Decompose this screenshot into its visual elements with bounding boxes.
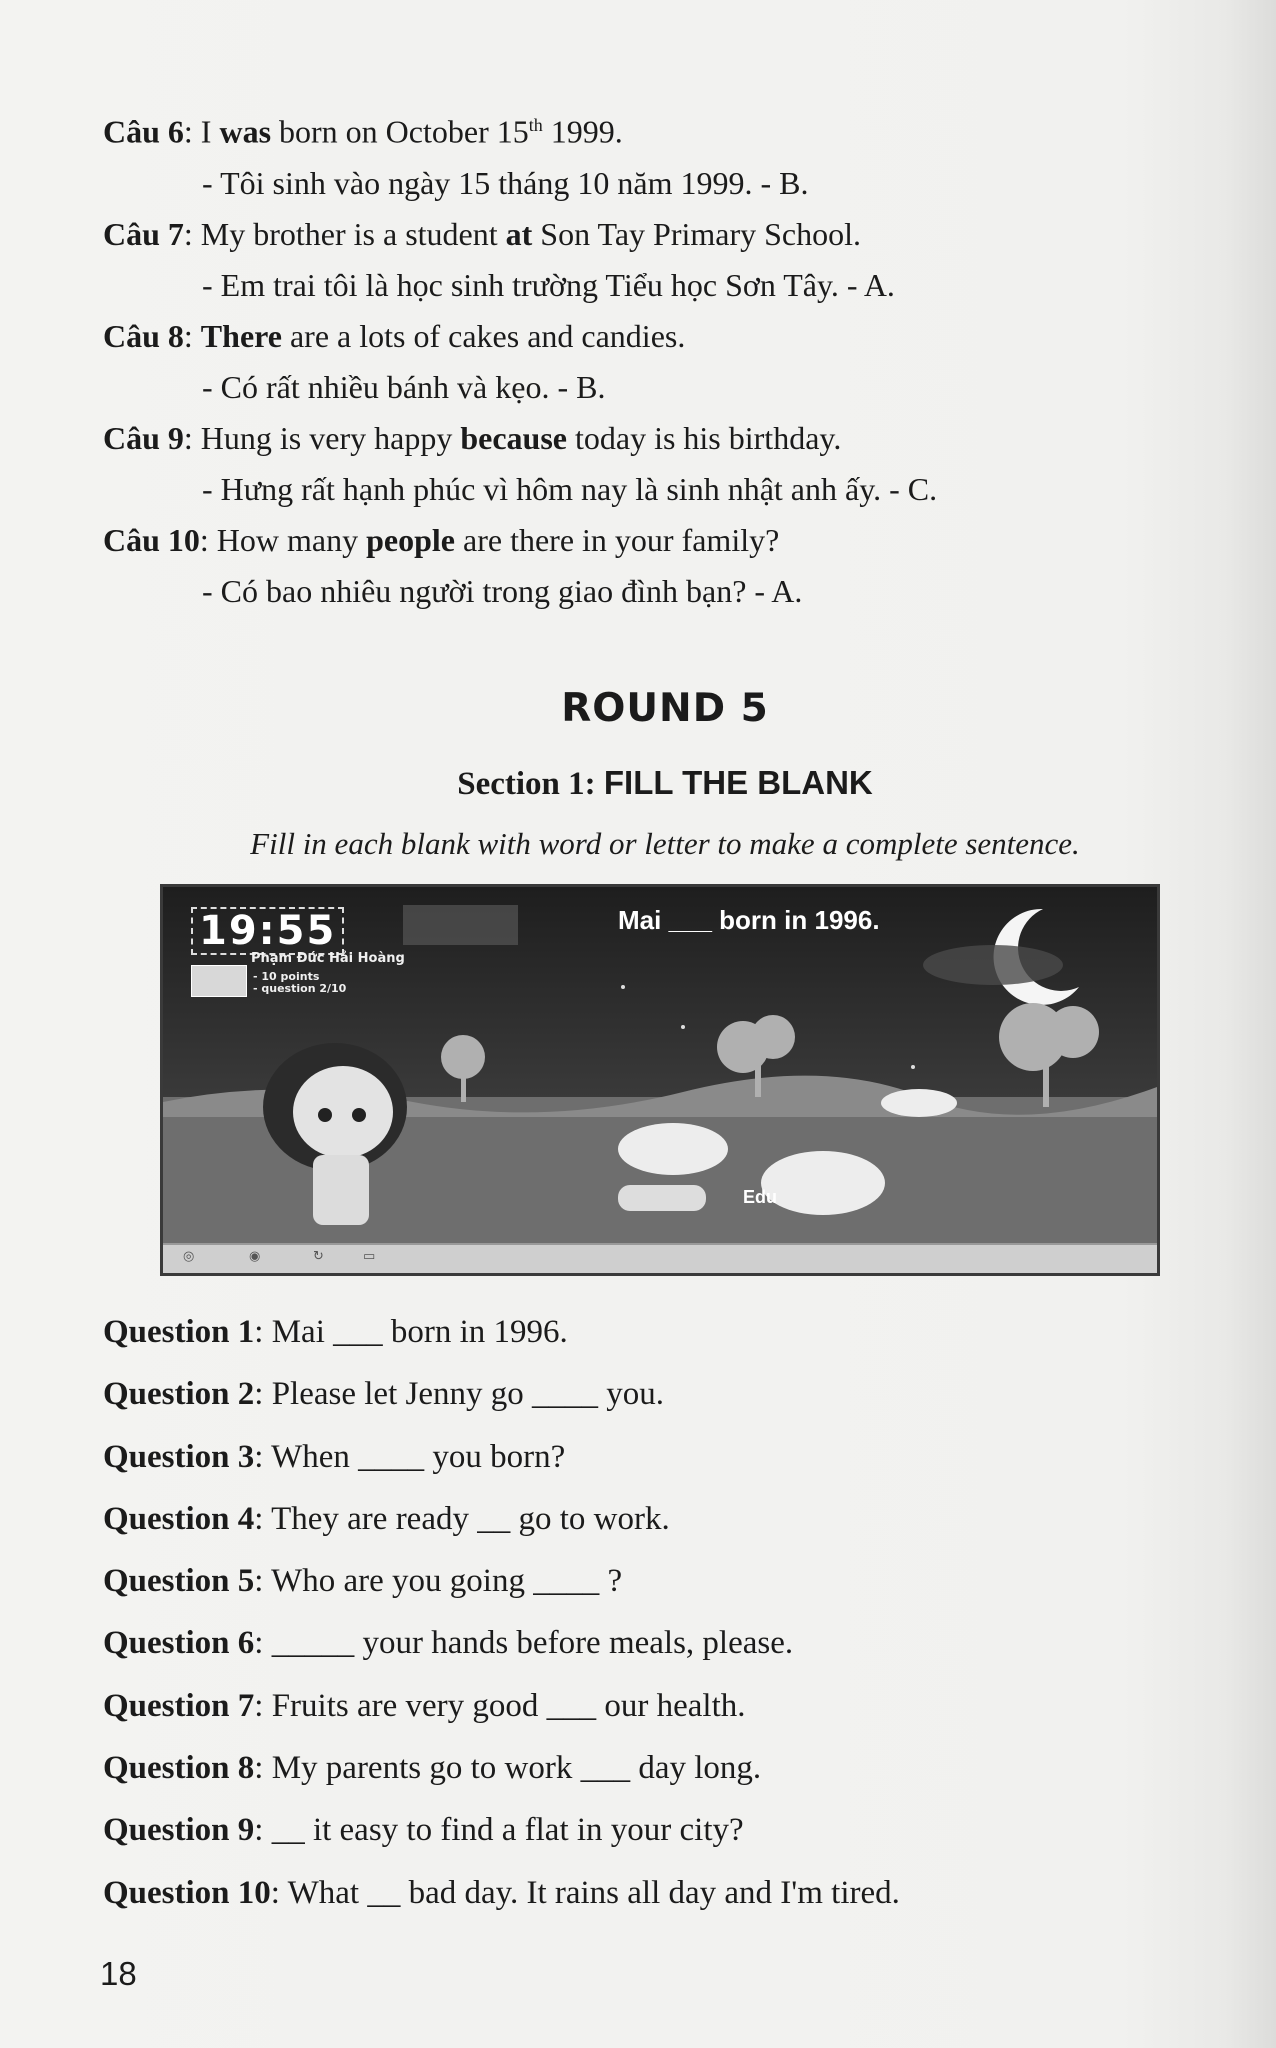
chat-icon[interactable]: ▭ xyxy=(363,1249,376,1264)
answer-10: Câu 10: How many people are there in your family? xyxy=(103,521,780,558)
question-counter: - question 2/10 xyxy=(253,982,347,995)
settings-icon[interactable]: ◉ xyxy=(249,1249,261,1264)
question-3: Question 3: When ____ you born? xyxy=(103,1438,566,1475)
points-label: - 10 points xyxy=(253,970,320,983)
game-screenshot xyxy=(160,884,1160,1276)
round-title: ROUND 5 xyxy=(561,686,769,731)
game-question: Mai ___ born in 1996. xyxy=(618,905,880,935)
player-avatar xyxy=(191,965,247,997)
question-6: Question 6: _____ your hands before meals, please. xyxy=(103,1625,794,1662)
game-timer: 19:55 xyxy=(191,907,344,955)
speech-bubble-icon xyxy=(618,1185,706,1211)
answer-key xyxy=(103,100,1183,617)
page-number: 18 xyxy=(100,1955,137,1992)
instruction: Fill in each blank with word or letter to make a complete sentence. xyxy=(250,826,1080,861)
answer-9-translation: - Hưng rất hạnh phúc vì hôm nay là sinh nhật anh ấy. - C. xyxy=(202,470,938,507)
section-title: FILL THE BLANK xyxy=(603,764,873,801)
answer-8: Câu 8: There are a lots of cakes and candies. xyxy=(103,317,686,354)
answer-10-translation: - Có bao nhiêu người trong giao đình bạn? - A. xyxy=(202,572,803,609)
section-heading xyxy=(0,764,1276,803)
player-stats xyxy=(253,971,346,995)
sound-icon[interactable]: ◎ xyxy=(183,1249,195,1264)
answer-6: Câu 6: I was born on October 15th 1999. xyxy=(103,113,623,150)
answer-6-translation: - Tôi sinh vào ngày 15 tháng 10 năm 1999. - B. xyxy=(202,164,809,201)
game-toolbar xyxy=(163,1243,1157,1273)
player-name: Phạm Đức Hải Hoàng xyxy=(251,951,405,966)
edu-logo: Edu xyxy=(743,1187,777,1207)
question-2: Question 2: Please let Jenny go ____ you. xyxy=(103,1376,664,1413)
question-1: Question 1: Mai ___ born in 1996. xyxy=(103,1314,568,1350)
answer-7-translation: - Em trai tôi là học sinh trường Tiểu học Sơn Tây. - A. xyxy=(202,266,895,303)
answer-7: Câu 7: My brother is a student at Son Tay Primary School. xyxy=(103,215,862,252)
section-label: Section 1: xyxy=(457,766,596,802)
question-5: Question 5: Who are you going ____ ? xyxy=(103,1563,623,1600)
question-4: Question 4: They are ready __ go to work. xyxy=(103,1500,670,1537)
answer-8-translation: - Có rất nhiều bánh và kẹo. - B. xyxy=(202,368,606,405)
question-7: Question 7: Fruits are very good ___ our health. xyxy=(103,1687,746,1724)
question-8: Question 8: My parents go to work ___ day long. xyxy=(103,1750,762,1787)
question-10: Question 10: What __ bad day. It rains all day and I'm tired. xyxy=(103,1874,900,1911)
question-list xyxy=(103,1301,1183,1924)
question-9: Question 9: __ it easy to find a flat in your city? xyxy=(103,1812,744,1849)
answer-9: Câu 9: Hung is very happy because today is his birthday. xyxy=(103,419,842,456)
refresh-icon[interactable]: ↻ xyxy=(313,1249,324,1264)
